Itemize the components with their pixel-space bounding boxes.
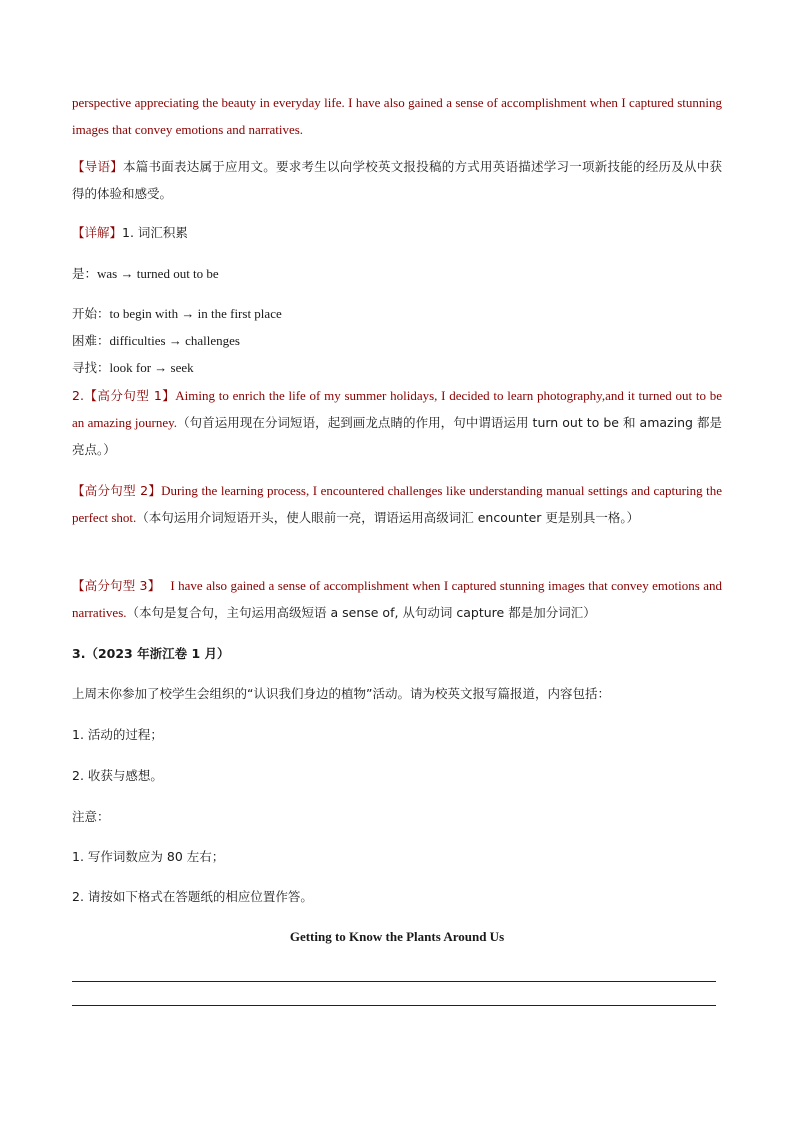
sentence-2-tag: 【高分句型 2】 — [72, 483, 162, 498]
sentence-1-cn: （句首运用现在分词短语，起到画龙点睛的作用，句中谓语运用 turn out to be 和 amazing 都是亮点。） — [72, 415, 723, 457]
question-prompt: 上周末你参加了校学生会组织的“认识我们身边的植物”活动。请为校英文报写篇报道，内容包括： — [72, 686, 610, 701]
vocab-text: was → turned out to be — [97, 266, 219, 281]
question-number: 3.（2023 年浙江卷 1 月） — [72, 646, 230, 661]
sentence-3-en: I have also gained a sense of accomplishment when I captured stunning images that convey emotions and narratives. — [72, 578, 722, 620]
sentence-3-paragraph — [72, 572, 722, 626]
essay-title: Getting to Know the Plants Around Us — [289, 929, 505, 944]
intro-tail-text: perspective appreciating the beauty in everyday life. I have also gained a sense of accomplishment when I captured stunning images that convey emotions and narratives. — [72, 95, 722, 137]
vocab-label: 是： — [72, 266, 98, 281]
vocab-item — [72, 300, 722, 327]
sentence-1-paragraph — [72, 382, 722, 463]
vocab-text: to begin with → in the first place — [109, 306, 282, 321]
answer-line — [72, 981, 716, 982]
note-item: 2. 请按如下格式在答题纸的相应位置作答。 — [72, 889, 313, 904]
sentence-2-cn: （本句运用介词短语开头，使人眼前一亮，谓语运用高级词汇 encounter 更是别具一格。） — [136, 510, 640, 525]
vocab-text: difficulties → challenges — [109, 333, 240, 348]
intro-tail-paragraph — [72, 89, 722, 143]
daoyu-paragraph — [72, 153, 722, 207]
vocab-item — [72, 327, 722, 354]
daoyu-text: 本篇书面表达属于应用文。要求考生以向学校英文报投稿的方式用英语描述学习一项新技能的经历及从中获得的体验和感受。 — [72, 159, 722, 201]
question-point: 2. 收获与感想。 — [72, 768, 163, 783]
vocab-text: look for → seek — [109, 360, 194, 375]
note-label: 注意： — [72, 809, 110, 824]
sentence-1-en: Aiming to enrich the life of my summer holidays, I decided to learn photography,and it turned out to be an amazing journey. — [72, 388, 722, 430]
xiangjie-tag: 【详解】 — [72, 225, 123, 240]
sentence-1-tag: 2.【高分句型 1】 — [72, 388, 176, 403]
note-item: 1. 写作词数应为 80 左右； — [72, 849, 225, 864]
vocab-label: 寻找： — [72, 360, 110, 375]
xiangjie-paragraph — [72, 219, 722, 246]
sentence-3-tag: 【高分句型 3】 — [72, 578, 161, 593]
vocab-label: 开始： — [72, 306, 110, 321]
xiangjie-text: 1. 词汇积累 — [122, 225, 188, 240]
question-point: 1. 活动的过程； — [72, 727, 163, 742]
sentence-3-cn: （本句是复合句，主句运用高级短语 a sense of, 从句动词 capture 都是加分词汇） — [126, 605, 596, 620]
vocab-item — [72, 354, 722, 381]
vocab-item — [72, 260, 722, 287]
answer-line — [72, 1005, 716, 1006]
vocab-label: 困难： — [72, 333, 110, 348]
sentence-2-paragraph — [72, 477, 722, 531]
daoyu-tag: 【导语】 — [72, 159, 123, 174]
sentence-2-en: During the learning process, I encountered challenges like understanding manual settings and capturing the perfect shot. — [72, 483, 722, 525]
